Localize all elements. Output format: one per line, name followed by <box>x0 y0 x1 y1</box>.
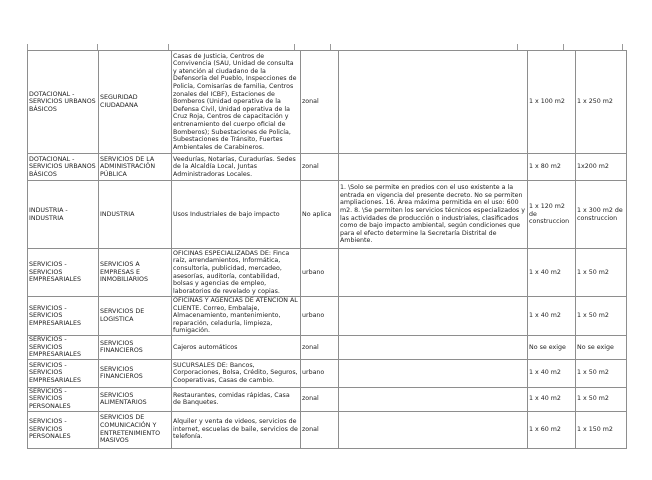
table-row <box>28 249 627 297</box>
cupo-a-cell: No se exige <box>528 335 576 359</box>
table-row <box>28 387 627 411</box>
tipo-cell: SERVICIOS ALIMENTARIOS <box>99 387 172 411</box>
tipo-cell: SERVICIOS DE LOGISTICA <box>99 297 172 336</box>
escala-cell: No aplica <box>301 181 339 249</box>
table-row <box>28 359 627 387</box>
condiciones-cell <box>339 359 528 387</box>
tipo-cell: SERVICIOS FINANCIEROS <box>99 335 172 359</box>
cupo-b-cell: 1 x 300 m2 de construccion <box>576 181 627 249</box>
uso-cell: INDUSTRIA - INDUSTRIA <box>28 181 99 249</box>
tipo-cell: SERVICIOS DE LA ADMINISTRACIÓN PÚBLICA <box>99 154 172 181</box>
tipo-cell: SEGURIDAD CIUDADANA <box>99 51 172 154</box>
descripcion-cell: Alquiler y venta de videos, servicios de internet, escuelas de baile, servicios de telefonía. <box>172 411 301 448</box>
descripcion-cell: SUCURSALES DE: Bancos, Corporaciones, Bolsa, Crédito, Seguros, Cooperativas, Casas de cambio. <box>172 359 301 387</box>
escala-cell: urbano <box>301 249 339 297</box>
condiciones-cell <box>339 297 528 336</box>
table-row <box>28 154 627 181</box>
descripcion-cell: Restaurantes, comidas rápidas, Casa de Banquetes. <box>172 387 301 411</box>
escala-cell: zonal <box>301 335 339 359</box>
cupo-b-cell: 1 x 250 m2 <box>576 51 627 154</box>
condiciones-cell <box>339 411 528 448</box>
cupo-b-cell: 1 x 50 m2 <box>576 249 627 297</box>
uso-cell: DOTACIONAL - SERVICIOS URBANOS BÁSICOS <box>28 154 99 181</box>
cupo-a-cell: 1 x 60 m2 <box>528 411 576 448</box>
condiciones-cell <box>339 51 528 154</box>
cupo-a-cell: 1 x 80 m2 <box>528 154 576 181</box>
descripcion-cell: Usos Industriales de bajo impacto <box>172 181 301 249</box>
cupo-a-cell: 1 x 40 m2 <box>528 387 576 411</box>
cupo-b-cell: 1x200 m2 <box>576 154 627 181</box>
table-row <box>28 297 627 336</box>
descripcion-cell: Casas de Justicia, Centros de Convivencia (SAU, Unidad de consulta y atención al ciudadano de la Defensoría del Pueblo, Inspecciones de Policía, Comisarías de familia, Centros zonales del ICBF), Estaciones de Bomberos (Unidad operativa de la Defensa Civil, Unidad operativa de la Cruz Roja, Centros de capacitación y entrenamiento del cuerpo oficial de Bomberos); Subestaciones de Policía, Subestaciones de Tránsito, Fuertes Ambientales de Carabineros. <box>172 51 301 154</box>
cupo-b-cell: 1 x 150 m2 <box>576 411 627 448</box>
cupo-b-cell: 1 x 50 m2 <box>576 297 627 336</box>
cupo-b-cell: 1 x 50 m2 <box>576 387 627 411</box>
cupo-b-cell: No se exige <box>576 335 627 359</box>
cupo-a-cell: 1 x 100 m2 <box>528 51 576 154</box>
condiciones-cell <box>339 335 528 359</box>
escala-cell: zonal <box>301 411 339 448</box>
condiciones-cell <box>339 154 528 181</box>
uso-cell: SERVICIOS - SERVICIOS EMPRESARIALES <box>28 297 99 336</box>
descripcion-cell: OFICINAS ESPECIALIZADAS DE: Finca raíz, arrendamientos, Informática, consultoría, publicidad, mercadeo, asesorías, auditoría, contabilidad, bolsas y agencias de empleo, laboratorios de revelado y copias. <box>172 249 301 297</box>
descripcion-cell: OFICINAS Y AGENCIAS DE ATENCIÓN AL CLIENTE. Correo, Embalaje, Almacenamiento, mantenimiento, reparación, celaduría, limpieza, fumigación. <box>172 297 301 336</box>
tipo-cell: INDUSTRIA <box>99 181 172 249</box>
escala-cell: urbano <box>301 297 339 336</box>
tipo-cell: SERVICIOS A EMPRESAS E INMOBILIARIOS <box>99 249 172 297</box>
condiciones-cell <box>339 387 528 411</box>
uso-cell: SERVICIOS - SERVICIOS EMPRESARIALES <box>28 359 99 387</box>
cupo-a-cell: 1 x 40 m2 <box>528 249 576 297</box>
descripcion-cell: Cajeros automáticos <box>172 335 301 359</box>
escala-cell: urbano <box>301 359 339 387</box>
cupo-b-cell: 1 x 50 m2 <box>576 359 627 387</box>
table-row <box>28 51 627 154</box>
uso-cell: DOTACIONAL - SERVICIOS URBANOS BÁSICOS <box>28 51 99 154</box>
previous-page-cut-edge <box>0 0 652 48</box>
tipo-cell: SERVICIOS DE COMUNICACIÓN Y ENTRETENIMIENTO MASIVOS <box>99 411 172 448</box>
cupo-a-cell: 1 x 120 m2 de construccion <box>528 181 576 249</box>
uso-cell: SERVICIOS - SERVICIOS EMPRESARIALES <box>28 335 99 359</box>
uso-cell: SERVICIOS - SERVICIOS EMPRESARIALES <box>28 249 99 297</box>
escala-cell: zonal <box>301 154 339 181</box>
table-row <box>28 335 627 359</box>
uso-cell: SERVICIOS - SERVICIOS PERSONALES <box>28 387 99 411</box>
table-row <box>28 181 627 249</box>
table-row <box>28 411 627 448</box>
escala-cell: zonal <box>301 387 339 411</box>
escala-cell: zonal <box>301 51 339 154</box>
land-use-table <box>27 50 627 449</box>
descripcion-cell: Veedurías, Notarías, Curadurías. Sedes de la Alcaldía Local, Juntas Administradoras Locales. <box>172 154 301 181</box>
condiciones-cell <box>339 249 528 297</box>
uso-cell: SERVICIOS - SERVICIOS PERSONALES <box>28 411 99 448</box>
tipo-cell: SERVICIOS FINANCIEROS <box>99 359 172 387</box>
condiciones-cell: 1. \Solo se permite en predios con el uso existente a la entrada en vigencia del presente decreto. No se permiten ampliaciones. 16. Área máxima permitida en el uso: 600 m2. 8. \Se permiten los servicios técnicos especializados y las actividades de producción o industriales, clasificados como de bajo impacto ambiental, según condiciones que para el efecto determine la Secretaría Distrital de Ambiente. <box>339 181 528 249</box>
cupo-a-cell: 1 x 40 m2 <box>528 297 576 336</box>
cupo-a-cell: 1 x 40 m2 <box>528 359 576 387</box>
